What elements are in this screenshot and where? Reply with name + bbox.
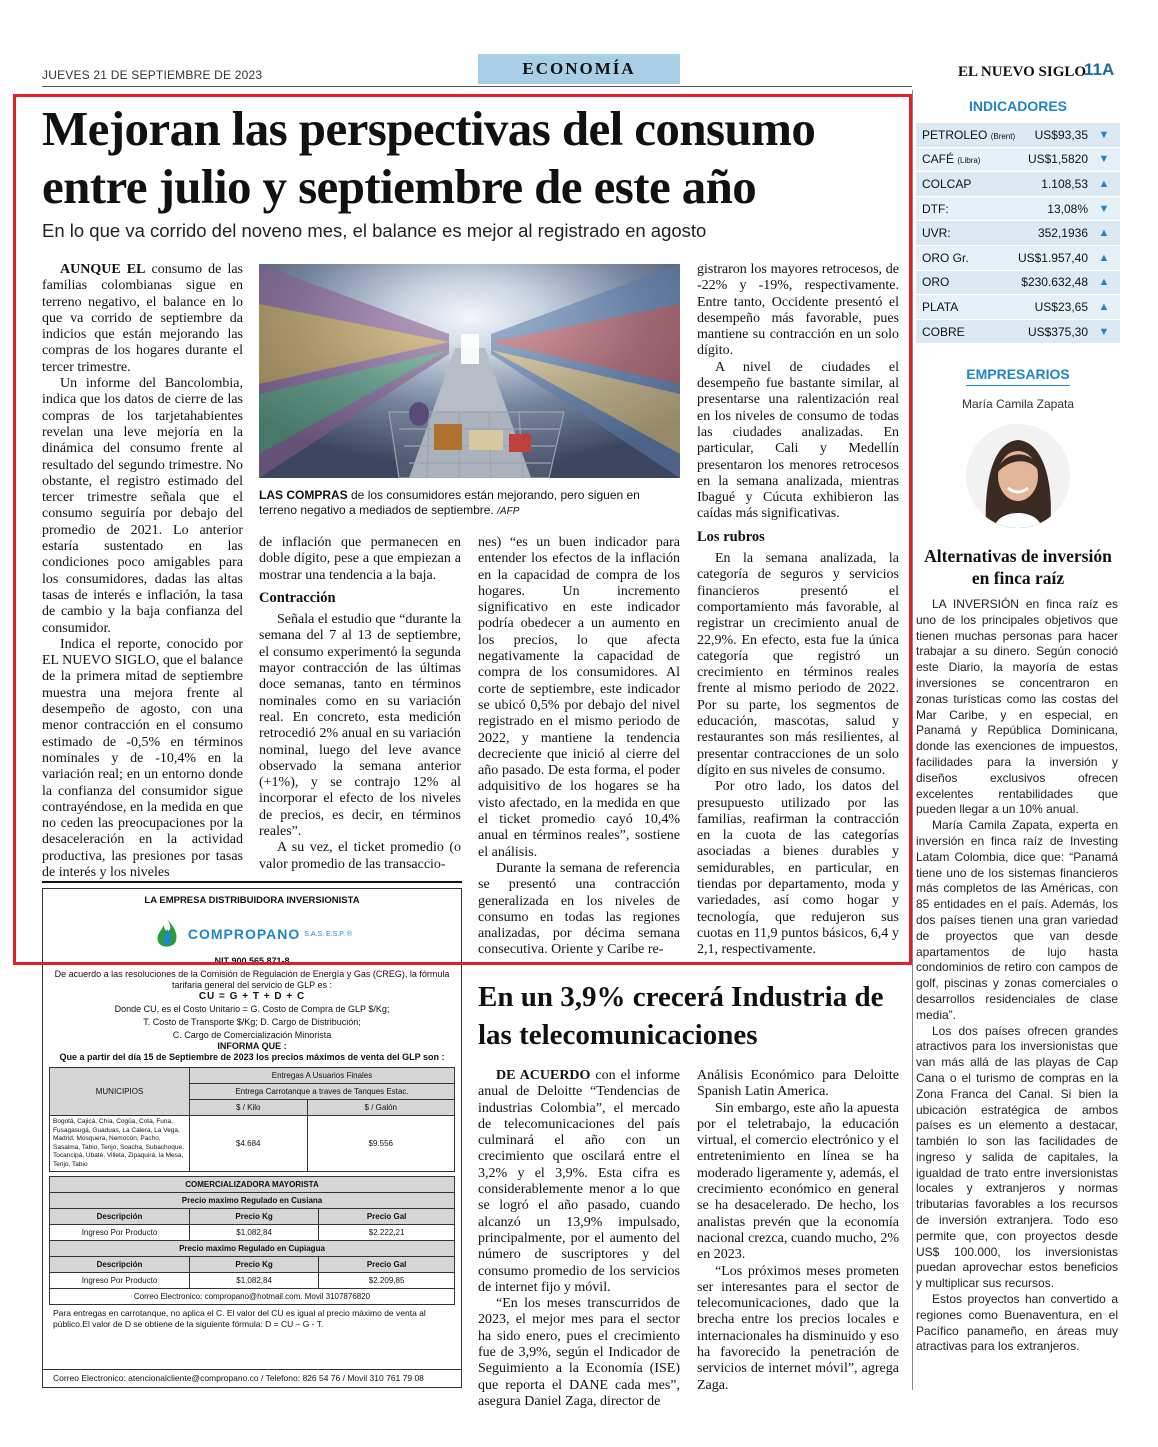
arrow-up-icon: ▲: [1098, 276, 1110, 289]
table-header: $ / Galón: [307, 1100, 454, 1116]
table-cell: Ingreso Por Producto: [50, 1273, 190, 1289]
arrow-up-icon: ▲: [1098, 177, 1110, 190]
indicator-name: PLATA: [922, 299, 959, 314]
table-header: Precio Kg: [190, 1257, 319, 1273]
page-number: 11A: [1084, 60, 1115, 79]
table-header: Precio Kg: [190, 1209, 319, 1225]
indicator-row: [916, 246, 1120, 271]
indicator-name: COLCAP: [922, 176, 972, 191]
indicator-row: [916, 123, 1120, 148]
ad-definition-1: Donde CU, es el Costo Unitario = G. Costo de Compra de GLP $/Kg;: [114, 1004, 390, 1014]
main-article-title: Mejoran las perspectivas del consumo entre julio y septiembre de este año: [42, 101, 816, 214]
ad-definition-2: T. Costo de Transporte $/Kg; D. Cargo de Distribución;: [143, 1017, 361, 1027]
table-header: MUNICIPIOS: [50, 1068, 190, 1116]
table-cell: $2.222,21: [319, 1225, 455, 1241]
table-email: Correo Electronico: compropano@hotmail.com. Movil 3107876820: [50, 1289, 455, 1305]
indicator-name: COBRE: [922, 324, 965, 339]
indicator-note: (Brent): [990, 131, 1016, 141]
table-header: Precio maximo Regulado en Cusiana: [50, 1193, 455, 1209]
paragraph: de inflación que permanecen en doble dígito, pese a que empiezan a mostrar una tendencia a la baja.: [259, 535, 461, 583]
paragraph: “Los próximos meses prometen ser interesantes para el sector de telecomunicaciones, dado que la brecha entre los precios locales e internacionales ha disminuido y eso ha favorecido la penetración de servicios de internet móvil”, agrega Zaga.: [697, 1263, 899, 1393]
arrow-up-icon: ▲: [1098, 300, 1110, 313]
indicator-note: (Libra): [957, 156, 981, 166]
table-header: Entrega Carrotanque a traves de Tanques Estac.: [190, 1084, 455, 1100]
subheading-contraccion: Contracción: [259, 589, 336, 606]
ad-note: Para entregas en carrotanque, no aplica el C. El valor del CU es igual al precio máximo de venta al público.El valor de D se obtiene de la siguiente fórmula: D = CU – G - T.: [53, 1308, 426, 1329]
sidebar-headline: Alternativas de inversión en finca raíz: [924, 546, 1112, 588]
paragraph: Un informe del Bancolombia, indica que los datos de cierre de las compras de los tarjetahabientes revelan una leve mejoría en la dinámica del consumo frente al resultado del segundo trimestre. No obstante, el registro estimado del tercer trimestre señala que el consumo seguiría por debajo del promedio de 2021. Lo anterior estaría sustentado en las condiciones poco amigables para los consumidores, dadas las altas tasas de interés e inflación, la tasa de cambio y la baja confianza del consumidor.: [42, 376, 243, 636]
price-galon: $9.556: [307, 1116, 454, 1172]
paragraph: AUNQUE EL consumo de las familias colombianas sigue en terreno negativo, el balance en lo que va corrido de septiembre da indicios que están mejorando las compras de los hogares durante el tercer trimestre.: [42, 262, 243, 375]
paragraph: nes) “es un buen indicador para entender los efectos de la inflación en la capacidad de compra de los hogares. Un incremento significativo en este indicador podría obedecer a un aumento en los precios, lo que afecta negativamente la capacidad de compra de los consumidores. Al corte de septiembre, este indicador se ubicó 0,5% por debajo del nivel registrado en el mismo periodo de 2022, y mantiene la tendencia decreciente que inició al cierre del año pasado. De esta forma, el poder adquisitivo de los hogares se ha visto afectado, en la medida en que el ticket promedio cayó 10,4% anual en términos reales”, sostiene el análisis.: [478, 535, 680, 860]
ad-definition-3: C. Cargo de Comercialización Minorista: [172, 1030, 332, 1040]
second-article-column-2: [697, 1068, 899, 1394]
paragraph: Análisis Económico para Deloitte Spanish Latin America.: [697, 1068, 899, 1100]
paragraph: LA INVERSIÓN en finca raíz es uno de los principales objetivos que tienen muchas personas para hacer trabajar a su dinero. Según conoció este Diario, la mayoría de estas inversiones se concentraron en zonas turísticas como las costas del Mar Caribe, y en especial, en Panamá y República Dominicana, donde las exenciones de impuestos, facilidades para la inversión y diseños exclusivos ofrecen excelentes rentabilidades que pueden llegar a un 10% anual.: [916, 597, 1118, 817]
header-rule: [42, 86, 912, 87]
section-label: ECONOMÍA: [478, 54, 680, 84]
indicator-row: [916, 172, 1120, 197]
paragraph: Señala el estudio que “durante la semana del 7 al 13 de septiembre, el consumo experimentó la segunda mayor contracción de las últimas doce semanas, tanto en términos nominales como en su variación real. En concreto, esta medición retrocedió 2% anual en su variación nominal, luego del leve avance observado la semana anterior (+1%), y se contrajo 12% al incorporar el efecto de los niveles de precios, es decir, en términos reales”.: [259, 612, 461, 840]
paragraph: Estos proyectos han convertido a regiones como Buenaventura, en el Pacífico panameño, en áreas muy atractivas para los extranjeros.: [916, 1292, 1118, 1354]
portrait-image: [966, 424, 1070, 528]
prices-table-mayorista: [49, 1176, 455, 1305]
table-header: Precio Gal: [319, 1257, 455, 1273]
second-article-title: En un 3,9% crecerá Industria de las telecomunicaciones: [478, 981, 884, 1051]
issue-date: JUEVES 21 DE SEPTIEMBRE DE 2023: [42, 68, 263, 82]
paragraph: Durante la semana de referencia se presentó una contracción generalizada en los niveles de consumo en todas las regiones analizadas, por décima semana consecutiva. Oriente y Caribe re-: [478, 860, 680, 958]
indicator-value: 352,1936: [1037, 226, 1088, 241]
brand-suffix: S.A.S. E.S.P. ®: [304, 930, 353, 938]
second-article-column-1: [478, 1068, 680, 1410]
photo-caption: LAS COMPRAS de los consumidores están mejorando, pero siguen en terreno negativo a mediados de septiembre. /AFP: [259, 488, 640, 517]
empresarios-title: EMPRESARIOS: [966, 366, 1070, 382]
paragraph: Por otro lado, los datos del presupuesto utilizado por las familias, reafirman la contracción en la cuota de las categorías asociadas a bienes durables y semidurables, en particular, en tiendas por departamento, moda y variedades, así como hogar y tecnología, que redujeron sus cuotas en 11,9 puntos básicos, 6,4 y 2,1, respectivamente.: [697, 779, 899, 958]
indicator-value: $230.632,48: [1021, 275, 1088, 290]
ad-title: LA EMPRESA DISTRIBUIDORA INVERSIONISTA: [144, 895, 360, 906]
arrow-down-icon: ▼: [1098, 202, 1110, 215]
indicator-value: 1.108,53: [1041, 176, 1088, 191]
arrow-down-icon: ▼: [1098, 128, 1110, 141]
paragraph: gistraron los mayores retrocesos, de -22% y -19%, respectivamente. Entre tanto, Occidente presentó el desempeño más favorable, pues mantiene su contracción en un solo dígito.: [697, 262, 899, 359]
indicator-name: ORO Gr.: [922, 250, 969, 265]
table-header: Entregas A Usuarios Finales: [190, 1068, 455, 1084]
paragraph: Los dos países ofrecen grandes atractivos para los inversionistas que van más allá de las playas de Cap Cana o el turismo de compras en la Zona Franca del Canal. Si bien la ubicación estratégica de ambos países es un elemento a destacar, también lo son las facilidades de ingreso y salida de capitales, la igualdad de trato entre inversionistas locales y extranjeros y normas tributarias favorables a los recursos de inversión extranjera. Todo eso permite que, con proyectos desde US$ 100.000, los inversionistas puedan aprovechar estos beneficios y multiplicar sus recursos.: [916, 1023, 1118, 1291]
ad-nit: NIT 900 565 871-8: [214, 956, 290, 966]
indicator-row: [916, 221, 1120, 246]
indicator-value: US$1,5820: [1027, 152, 1088, 167]
newspaper-name: EL NUEVO SIGLO: [958, 64, 1087, 80]
paragraph: Sin embargo, este año la apuesta por el teletrabajo, la educación virtual, el comercio electrónico y el entretenimiento en línea se ha moderado ligeramente y, además, el crecimiento económico en general se ha desacelerado. De hecho, los analistas prevén que la economía nacional crezca, cuando mucho, 2% en 2023.: [697, 1100, 899, 1263]
main-article-subtitle: En lo que va corrido del noveno mes, el balance es mejor al registrado en agosto: [42, 220, 707, 241]
indicator-value: US$23,65: [1034, 299, 1088, 314]
ad-formula: CU = G + T + D + C: [198, 991, 306, 1002]
paragraph: María Camila Zapata, experta en inversión en finca raíz de Investing Latam Colombia, dice que: “Panamá tiene uno de los sistemas financieros más completos de las Américas, con 85 entidades en el país. Además, los dos países tienen una gran variedad de proyectos que van desde apartamentos de lujo hasta condominios de retiro con campos de golf, piscinas y zonas comerciales o desarrollos residenciales de clase media”.: [916, 818, 1118, 1022]
indicators-title: INDICADORES: [968, 98, 1067, 114]
table-header: Descripción: [50, 1209, 190, 1225]
sidebar-body: [916, 597, 1118, 1355]
table-header: Precio Gal: [319, 1209, 455, 1225]
indicator-name: ORO: [922, 275, 950, 290]
subheading-rubros: Los rubros: [697, 528, 765, 545]
indicator-row: [916, 295, 1120, 320]
table-cell: $2.209,85: [319, 1273, 455, 1289]
ad-informa: INFORMA QUE :: [217, 1041, 287, 1051]
indicator-value: US$375,30: [1027, 324, 1088, 339]
paragraph: “En los meses transcurridos de 2023, el mejor mes para el sector ha sido enero, pues el crecimiento fue de 3,9%, según el Indicador de Seguimiento a la Economía (ISE) que reporta el DANE cada mes”, asegura Daniel Zaga, director de: [478, 1296, 680, 1409]
table-cell: $1.082,84: [190, 1273, 319, 1289]
arrow-up-icon: ▲: [1098, 227, 1110, 240]
empresarios-underline: [966, 385, 1070, 386]
indicator-name: UVR:: [922, 226, 951, 241]
table-header: Descripción: [50, 1257, 190, 1273]
arrow-down-icon: ▼: [1098, 325, 1110, 338]
empresarios-name: María Camila Zapata: [961, 397, 1075, 411]
indicator-value: US$1.957,40: [1017, 250, 1088, 265]
ad-intro: De acuerdo a las resoluciones de la Comisión de Regulación de Energía y Gas (CREG), la fórmula tarifaria general del servicio de GLP es :: [54, 969, 450, 990]
paragraph: En la semana analizada, la categoría de seguros y servicios financieros presentó el comportamiento más favorable, al registrar un crecimiento anual de 22,9%. En efecto, esta fue la única categoría que registró un crecimiento en términos reales frente al mismo periodo de 2022. Por su parte, los segmentos de educación, mascotas, salud y restaurantes son más resilientes, al presentar contracciones de un solo dígito en sus niveles de consumo.: [697, 551, 899, 778]
indicator-row: [916, 197, 1120, 222]
indicator-row: [916, 320, 1120, 345]
arrow-up-icon: ▲: [1098, 251, 1110, 264]
prices-table-municipios: [49, 1067, 455, 1172]
ad-footer-contact: Correo Electronico: atencionalcliente@compropano.co / Telefono: 826 54 76 / Movil 310 761 79 08: [43, 1369, 461, 1387]
lead-word: DE ACUERDO: [496, 1068, 591, 1083]
avatar: [966, 424, 1070, 528]
highlight-frame: [13, 94, 912, 965]
indicator-row: [916, 271, 1120, 296]
indicator-value: 13,08%: [1047, 201, 1088, 216]
municipios-list: Bogotá, Cajicá, Chía, Cogüa, Cota, Funa, Fusagasugá, Guaduas, La Calera, La Vega, Madrid, Mosquera, Nemocón, Pacho, Sasaima, Tabio, Tenjo, Soacha, Subachoque, Tocancipá, Ubaté, Villeta, Zipaquirá, la Mesa, Tenjo, Tabio: [50, 1116, 190, 1172]
ad-effective-date: Que a partir del día 15 de Septiembre de 2023 los precios máximos de venta del GLP son :: [59, 1052, 445, 1062]
indicator-name: CAFÉ (Libra): [922, 152, 981, 167]
table-header: Precio maximo Regulado en Cupiagua: [50, 1241, 455, 1257]
paragraph: DE ACUERDO con el informe anual de Deloitte “Tendencias de industrias Colombia”, el mercado de telecomunicaciones del país culminará el año con un crecimiento que oscilará entre el 3,2% y el 3,9%. Esta cifra es considerablemente menor a lo que se logró el año pasado, cuando alcanzó un 13,9% impulsado, principalmente, por el aumento del número de suscriptores y del consumo promedio de los servicios de internet fijo y móvil.: [478, 1068, 681, 1295]
indicator-value: US$93,35: [1034, 127, 1088, 142]
table-header: COMERCIALIZADORA MAYORISTA: [50, 1177, 455, 1193]
indicator-row: [916, 148, 1120, 173]
paragraph: A su vez, el ticket promedio (o valor promedio de las transaccio-: [259, 840, 461, 872]
arrow-down-icon: ▼: [1098, 153, 1110, 166]
indicator-name: PETROLEO (Brent): [922, 127, 1016, 142]
lead-word: AUNQUE EL: [60, 262, 146, 277]
sidebar-divider: [912, 90, 913, 1390]
table-cell: Ingreso Por Producto: [50, 1225, 190, 1241]
price-kilo: $4.684: [190, 1116, 308, 1172]
table-header: $ / Kilo: [190, 1100, 308, 1116]
paragraph: Indica el reporte, conocido por EL NUEVO SIGLO, que el balance de la primera mitad de septiembre muestra una mejora frente al desempeño de agosto, con una menor contracción en el consumo estimado de -0,5% en términos nominales y de -10,4% en la variación real; en un entorno donde la confianza del consumidor sigue contrayéndose, en la medida en que no ceden las preocupaciones por la desaceleración en la actividad productiva, las presiones por tasas de interés y los niveles: [42, 636, 243, 880]
paragraph: A nivel de ciudades el desempeño fue bastante similar, al presentarse una ralentización real en los niveles de consumo de todas las ciudades analizadas. En particular, Cali y Medellín presentaron los menores retrocesos en la semana analizada, mientras Ibagué y Cúcuta exhibieron las caídas más significativas.: [697, 359, 899, 522]
table-cell: $1.082,84: [190, 1225, 319, 1241]
brand-name: COMPROPANO: [187, 925, 301, 942]
indicators-table: [916, 123, 1120, 344]
indicator-name: DTF:: [922, 201, 949, 216]
